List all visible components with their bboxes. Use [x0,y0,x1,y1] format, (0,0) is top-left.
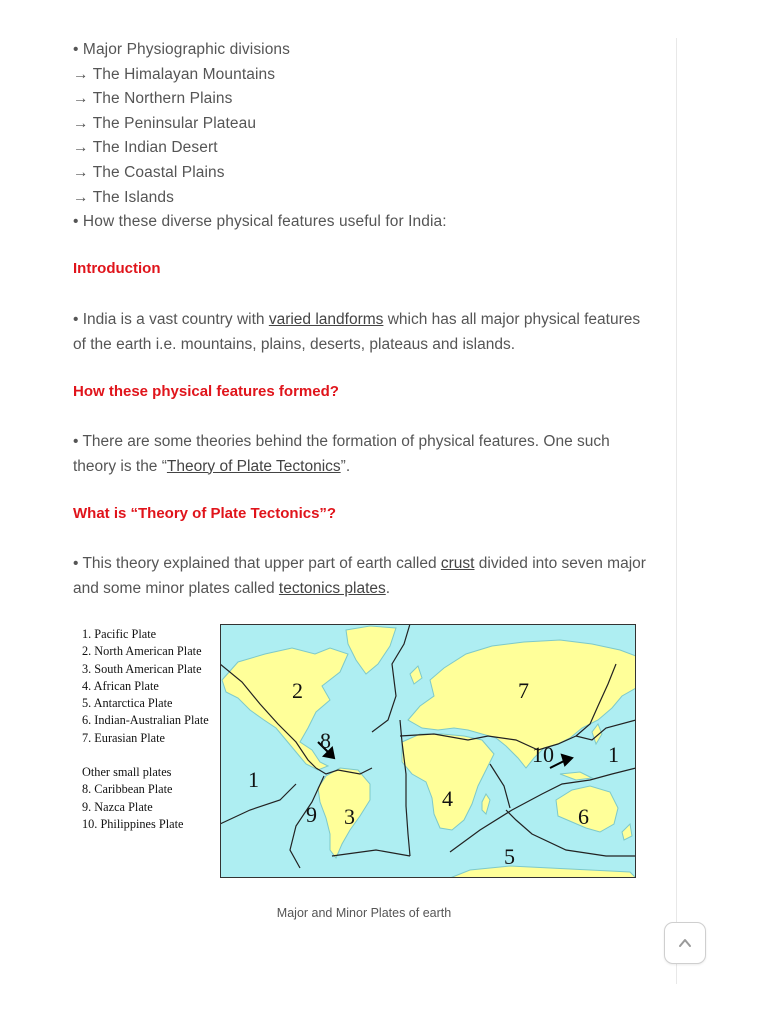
plate-tectonics-link[interactable]: Theory of Plate Tectonics [166,457,341,475]
paragraph-text: divided into seven major and some minor plates called [73,555,646,597]
figure-caption: Major and Minor Plates of earth [276,906,452,920]
theory-paragraph [73,552,653,601]
plate-label-eurasia: 7 [518,678,529,703]
paragraph-text: • India is a vast country with [73,311,269,328]
content-divider [676,38,677,984]
legend-item: 8. Caribbean Plate [82,782,173,797]
plates-figure [73,618,639,882]
plate-label-nazca: 9 [306,802,317,827]
tectonics-plates-link[interactable]: tectonics plates [278,579,386,597]
plate-label-south-america: 3 [344,804,355,829]
formation-paragraph [73,430,653,479]
outline-list [73,38,653,235]
plate-label-caribbean: 8 [320,728,331,753]
paragraph-text: • This theory explained that upper part of earth called [73,555,441,572]
legend-item: 4. African Plate [82,678,159,693]
outline-item: → The Coastal Plains [73,163,225,181]
section-heading-introduction: Introduction [73,260,161,277]
paragraph-text: • There are some theories behind the formation of physical features. One such theory is the “ [73,433,610,475]
paragraph-text: . [385,579,391,597]
plate-label-pacific-west: 1 [248,767,259,792]
plate-label-antarctica: 5 [504,844,515,869]
intro-paragraph [73,308,653,357]
outline-item: → The Northern Plains [73,90,233,108]
varied-landforms-link[interactable]: varied landforms [268,311,384,328]
outline-item: → The Peninsular Plateau [73,114,257,132]
world-plates-map [220,624,636,878]
plate-label-africa: 4 [442,786,453,811]
legend-subtitle: Other small plates [82,765,172,780]
plates-legend [82,626,209,833]
chevron-up-icon [677,935,693,951]
outline-item: → The Islands [73,188,174,206]
section-heading-theory: What is “Theory of Plate Tectonics”? [73,505,337,522]
outline-item: → The Indian Desert [73,139,218,157]
crust-link[interactable]: crust [440,555,475,572]
outline-item: • Major Physiographic divisions [73,41,291,58]
legend-item: 5. Antarctica Plate [82,696,173,711]
legend-item: 9. Nazca Plate [82,799,153,814]
plate-label-pacific-east: 1 [608,742,619,767]
plate-label-north-america: 2 [292,678,303,703]
plate-label-philippines: 10 [532,742,554,767]
legend-item: 3. South American Plate [82,661,202,676]
plate-label-indo-australia: 6 [578,804,589,829]
section-heading-formation: How these physical features formed? [73,383,339,400]
legend-item: 7. Eurasian Plate [82,730,165,745]
paragraph-text: which has all major physical features of the earth i.e. mountains, plains, deserts, plateaus and islands. [73,311,641,353]
outline-item: → The Himalayan Mountains [73,65,276,83]
outline-item: • How these diverse physical features useful for India: [73,213,447,231]
legend-item: 1. Pacific Plate [82,627,157,641]
legend-item: 10. Philippines Plate [82,816,184,831]
paragraph-text: ”. [340,457,351,475]
legend-item: 2. North American Plate [82,644,202,659]
scroll-to-top-button[interactable] [664,922,706,964]
legend-item: 6. Indian-Australian Plate [82,713,209,728]
